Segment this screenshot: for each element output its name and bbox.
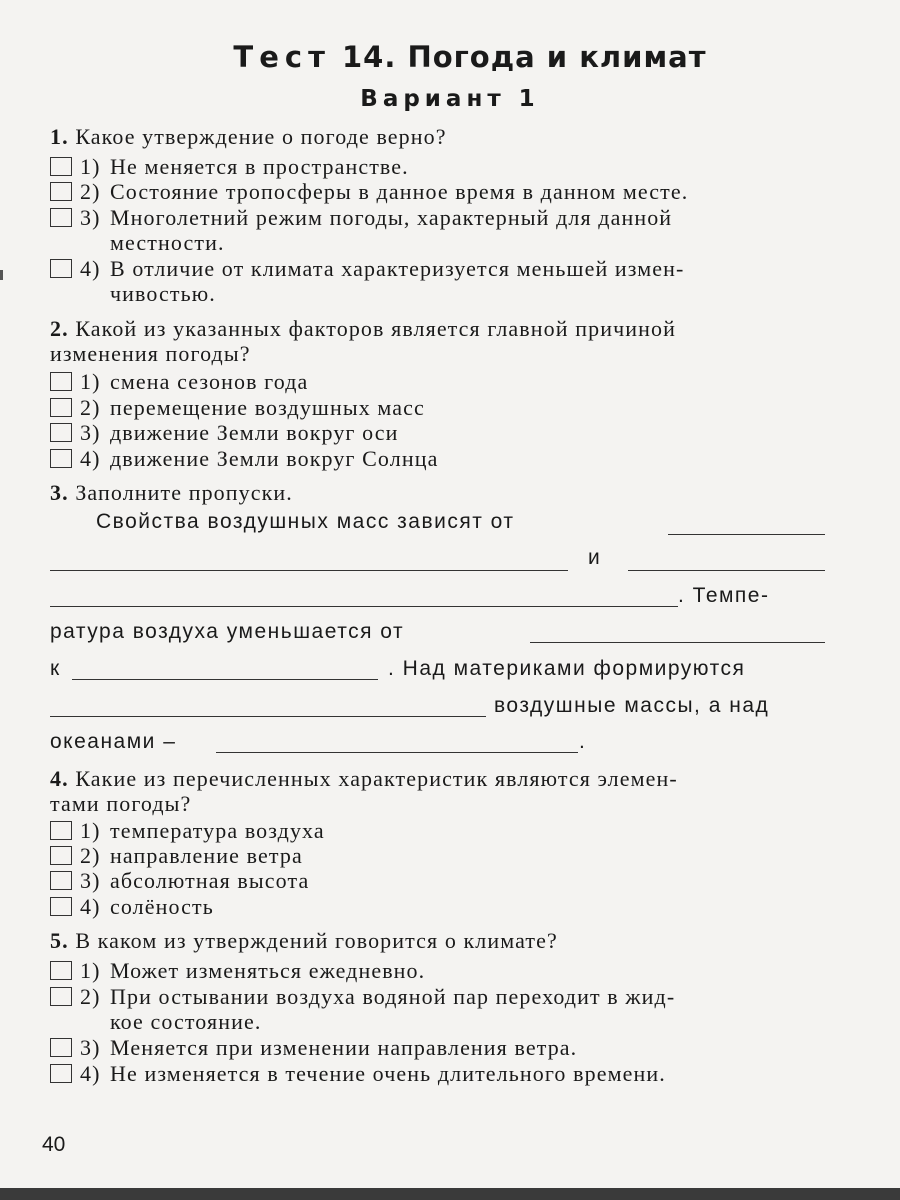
blank-line[interactable] — [530, 642, 825, 643]
question-3 — [50, 480, 830, 505]
option-text-block — [110, 205, 840, 255]
question-text: В каком из утверждений говорится о климате? — [75, 928, 558, 953]
option-text: Не меняется в пространстве. — [110, 154, 409, 179]
option-text-line: чивостью. — [110, 281, 216, 306]
answer-checkbox[interactable] — [50, 182, 72, 201]
option-number: 4) — [80, 1061, 101, 1086]
passage-text: воздушные массы, а над — [494, 694, 770, 717]
passage-text: . — [579, 730, 587, 753]
option-number: 2) — [80, 843, 101, 868]
option-text: направление ветра — [110, 843, 303, 868]
option-text: солёность — [110, 894, 214, 919]
question-number: 2. — [50, 316, 69, 341]
title-rest: 14. Погода и климат — [341, 40, 707, 74]
option-text: Не изменяется в течение очень длительного времени. — [110, 1061, 666, 1086]
option-number: 3) — [80, 1035, 101, 1060]
option-text: движение Земли вокруг Солнца — [110, 446, 439, 471]
question-number: 5. — [50, 928, 69, 953]
q5-option-2[interactable] — [50, 984, 840, 1034]
variant-heading: Вариант 1 — [360, 86, 540, 112]
passage-text: . Темпе- — [678, 584, 770, 607]
question-5 — [50, 928, 830, 953]
blank-line[interactable] — [668, 534, 825, 535]
answer-checkbox[interactable] — [50, 1038, 72, 1057]
passage-text: океанами – — [50, 730, 177, 753]
passage-text: Свойства воздушных масс зависят от — [96, 510, 515, 533]
answer-checkbox[interactable] — [50, 821, 72, 840]
option-number: 1) — [80, 154, 101, 179]
q2-option-2[interactable] — [50, 395, 840, 420]
question-2 — [50, 316, 830, 366]
option-number: 1) — [80, 369, 101, 394]
q4-option-1[interactable] — [50, 818, 840, 843]
q4-option-3[interactable] — [50, 868, 840, 893]
option-text: движение Земли вокруг оси — [110, 420, 399, 445]
passage-text: и — [588, 546, 602, 569]
question-text: Какое утверждение о погоде верно? — [75, 124, 447, 149]
answer-checkbox[interactable] — [50, 987, 72, 1006]
blank-line[interactable] — [50, 606, 678, 607]
question-1 — [50, 124, 830, 149]
option-number: 4) — [80, 256, 101, 281]
option-number: 2) — [80, 179, 101, 204]
option-text: перемещение воздушных масс — [110, 395, 425, 420]
option-number: 1) — [80, 818, 101, 843]
passage-text: . Над материками формируются — [388, 657, 746, 680]
question-text: Какой из указанных факторов является главной причиной — [75, 316, 676, 341]
page-number: 40 — [42, 1133, 66, 1156]
option-number: 4) — [80, 894, 101, 919]
blank-line[interactable] — [72, 679, 378, 680]
option-text-line: местности. — [110, 230, 225, 255]
option-text-line: В отличие от климата характеризуется меньшей измен- — [110, 256, 685, 281]
question-text: изменения погоды? — [50, 341, 251, 366]
q4-option-4[interactable] — [50, 894, 840, 919]
answer-checkbox[interactable] — [50, 372, 72, 391]
answer-checkbox[interactable] — [50, 157, 72, 176]
page-title — [0, 40, 900, 74]
option-text-block — [110, 256, 840, 306]
question-number: 4. — [50, 766, 69, 791]
q2-option-4[interactable] — [50, 446, 840, 471]
option-text-line: кое состояние. — [110, 1009, 262, 1034]
answer-checkbox[interactable] — [50, 897, 72, 916]
question-number: 1. — [50, 124, 69, 149]
blank-line[interactable] — [50, 570, 568, 571]
q5-option-4[interactable] — [50, 1061, 840, 1086]
scan-edge-mark — [0, 270, 3, 280]
q1-option-4[interactable] — [50, 256, 840, 306]
option-text-line: При остывании воздуха водяной пар переходит в жид- — [110, 984, 676, 1009]
q2-option-1[interactable] — [50, 369, 840, 394]
option-text-block — [110, 984, 840, 1034]
answer-checkbox[interactable] — [50, 961, 72, 980]
option-number: 3) — [80, 420, 101, 445]
answer-checkbox[interactable] — [50, 1064, 72, 1083]
q4-option-2[interactable] — [50, 843, 840, 868]
option-text: Меняется при изменении направления ветра. — [110, 1035, 578, 1060]
question-text: Заполните пропуски. — [75, 480, 293, 505]
answer-checkbox[interactable] — [50, 398, 72, 417]
passage-text: ратура воздуха уменьшается от — [50, 620, 405, 643]
q1-option-2[interactable] — [50, 179, 840, 204]
option-number: 2) — [80, 395, 101, 420]
option-number: 4) — [80, 446, 101, 471]
option-number: 3) — [80, 205, 101, 230]
answer-checkbox[interactable] — [50, 449, 72, 468]
answer-checkbox[interactable] — [50, 259, 72, 278]
option-text-line: Многолетний режим погоды, характерный для данной — [110, 205, 673, 230]
q5-option-3[interactable] — [50, 1035, 840, 1060]
question-number: 3. — [50, 480, 69, 505]
q1-option-1[interactable] — [50, 154, 840, 179]
answer-checkbox[interactable] — [50, 871, 72, 890]
blank-line[interactable] — [216, 752, 578, 753]
blank-line[interactable] — [628, 570, 825, 571]
option-text: смена сезонов года — [110, 369, 309, 394]
option-number: 1) — [80, 958, 101, 983]
option-text: Состояние тропосферы в данное время в данном месте. — [110, 179, 689, 204]
option-text: температура воздуха — [110, 818, 325, 843]
answer-checkbox[interactable] — [50, 208, 72, 227]
question-text: тами погоды? — [50, 791, 192, 816]
q2-option-3[interactable] — [50, 420, 840, 445]
option-text: абсолютная высота — [110, 868, 310, 893]
question-text: Какие из перечисленных характеристик являются элемен- — [75, 766, 678, 791]
answer-checkbox[interactable] — [50, 423, 72, 442]
title-prefix: Тест — [233, 40, 331, 74]
option-number: 2) — [80, 984, 101, 1009]
q5-option-1[interactable] — [50, 958, 840, 983]
q1-option-3[interactable] — [50, 205, 840, 255]
scan-bottom-edge — [0, 1188, 900, 1200]
option-number: 3) — [80, 868, 101, 893]
blank-line[interactable] — [50, 716, 486, 717]
question-4 — [50, 766, 830, 816]
answer-checkbox[interactable] — [50, 846, 72, 865]
option-text: Может изменяться ежедневно. — [110, 958, 426, 983]
passage-text: к — [50, 657, 61, 680]
